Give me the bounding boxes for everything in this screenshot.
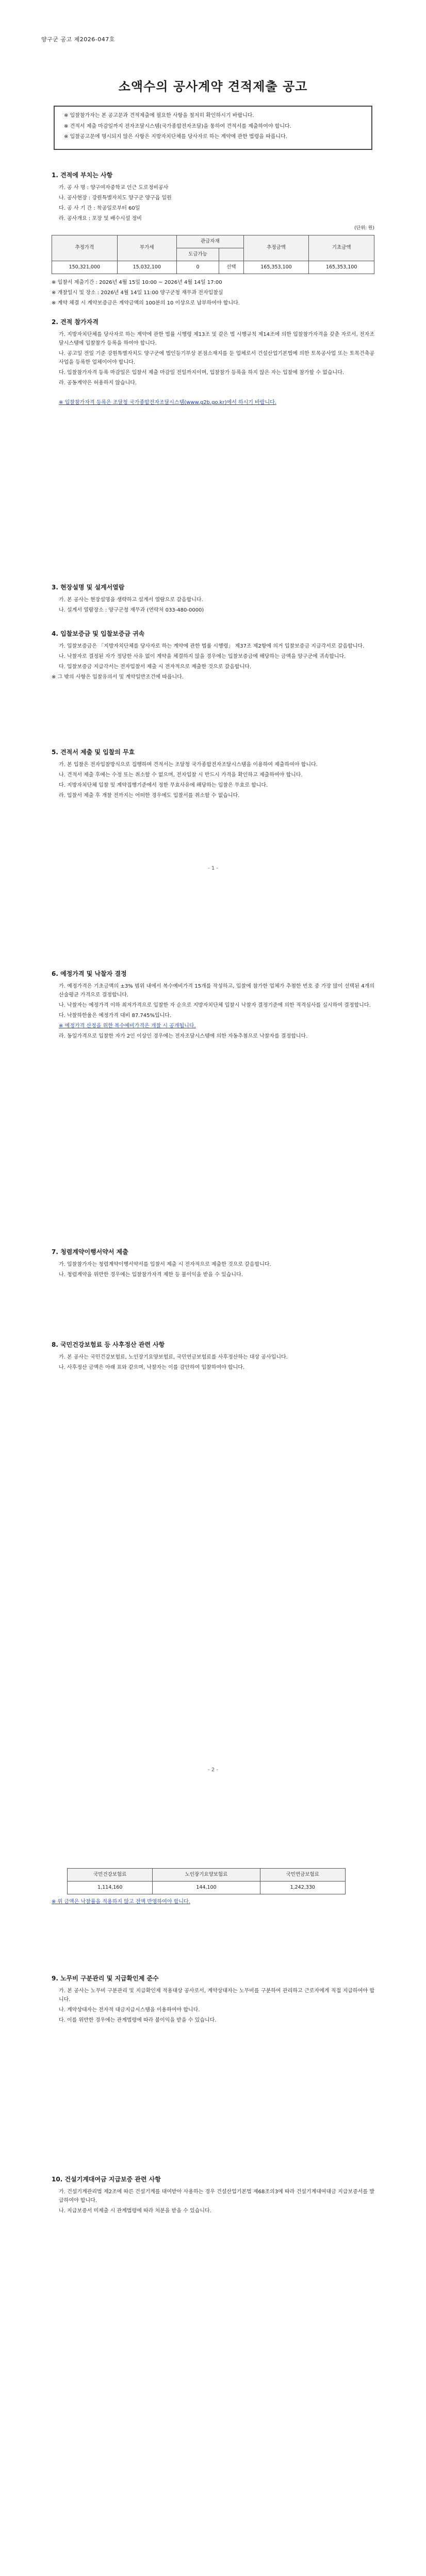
table-header: 도급가능 (176, 248, 219, 261)
notice-number: 양구군 공고 제2026-047호 (41, 36, 115, 43)
notice-line: ※ 입찰참가자는 본 공고문과 견적제출에 필요한 사항을 철저히 확인하시기 바랍니다. (64, 113, 254, 118)
item: 라. 공사개요 : 포장 및 배수시설 정비 (59, 216, 142, 222)
paragraph: 다. 지방자치단체 입찰 및 계약집행기준에서 정한 무효사유에 해당하는 입찰은 무효로 합니다. (59, 783, 268, 789)
table-header: 국민건강보험료 (68, 1869, 153, 1882)
item: 나. 설계서 열람장소 : 양구군청 재무과 (연락처 033-480-0000) (59, 607, 204, 614)
paragraph: 나. 공고일 전일 기준 강원특별자치도 양구군에 법인등기부상 본점소재지를 둔 업체로서 건설산업기본법에 의한 토목공사업 또는 토목건축공사업을 등록한 업체이어야 합니다. (59, 351, 374, 366)
paragraph: 가. 예정가격은 기초금액의 ±3% 범위 내에서 복수예비가격 15개를 작성하고, 입찰에 참가한 업체가 추첨한 번호 중 가장 많이 선택된 4개의 산술평균 가격으로 결정합니다. (59, 984, 374, 998)
section-8 (52, 1340, 374, 1374)
paragraph: 다. 낙찰하한율은 예정가격 대비 87.745%입니다. (59, 1013, 172, 1019)
section-heading: 7. 청렴계약이행서약서 제출 (52, 1248, 128, 1256)
note: ※ 입찰서 제출기간 : 2026년 4월 15일 10:00 ~ 2026년 4월 14일 17:00 (52, 280, 222, 286)
section-1 (52, 170, 374, 309)
section-7 (52, 1247, 374, 1281)
paragraph: 가. 건설기계관리법 제2조에 따른 건설기계를 대여받아 사용하는 경우 건설산업기본법 제68조의3에 따라 건설기계대여대금 지급보증서를 발급하여야 합니다. (59, 2189, 374, 2204)
section-heading: 8. 국민건강보험료 등 사후정산 관련 사항 (52, 1341, 165, 1348)
table-header: 국민연금보험료 (260, 1869, 345, 1882)
table-cell: 선택 (219, 261, 244, 274)
item: 가. 입찰참가자는 청렴계약이행서약서를 입찰서 제출 시 전자적으로 제출한 것으로 갈음합니다. (59, 1262, 271, 1268)
section-heading: 4. 입찰보증금 및 입찰보증금 귀속 (52, 630, 145, 637)
item: 가. 공 사 명 : 양구여자중학교 인근 도로정비공사 (59, 185, 169, 191)
notice-box (54, 106, 372, 150)
item: 가. 본 공사는 현장설명을 생략하고 설계서 열람으로 갈음합니다. (59, 597, 203, 603)
note: ※ 위 금액은 낙찰률을 적용하지 않고 전액 반영하여야 합니다. (52, 1899, 190, 1905)
notice-line: ※ 입찰공고문에 명시되지 않은 사항은 지방자치단체를 당사자로 하는 계약에 관한 법령을 따릅니다. (64, 134, 287, 140)
section-6 (52, 969, 374, 1042)
section-heading: 5. 견적서 제출 및 입찰의 무효 (52, 749, 135, 756)
item: 나. 계약상대자는 전자적 대금지급시스템을 이용하여야 합니다. (59, 2007, 200, 2013)
section-8-table (52, 1865, 374, 1908)
section-10 (52, 2174, 374, 2217)
note: ※ 계약 체결 시 계약보증금은 계약금액의 100분의 10 이상으로 납부하여야 합니다. (52, 300, 240, 307)
section-heading: 6. 예정가격 및 낙찰자 결정 (52, 970, 127, 977)
table-cell: 15,032,100 (117, 261, 176, 274)
item: 다. 이를 위반한 경우에는 관계법령에 따라 불이익을 받을 수 있습니다. (59, 2018, 217, 2024)
section-4 (52, 629, 374, 683)
paragraph: 다. 입찰참가자격 등록 마감일은 입찰서 제출 마감일 전일까지이며, 입찰참가 등록을 하지 않은 자는 입찰에 참가할 수 없습니다. (59, 370, 345, 376)
section-3 (52, 582, 374, 616)
paragraph: 나. 낙찰자로 결정된 자가 정당한 사유 없이 계약을 체결하지 않을 경우에는 입찰보증금에 해당하는 금액을 양구군에 귀속합니다. (59, 654, 346, 660)
table-cell: 165,353,100 (243, 261, 309, 274)
section-heading: 10. 건설기계대여금 지급보증 관련 사항 (52, 2176, 161, 2183)
highlighted-note: ※ 예정가격 산정을 위한 복수예비가격은 개찰 시 공개됩니다. (59, 1023, 196, 1029)
unit-label: (단위: 원) (354, 226, 374, 231)
table-cell: 150,321,000 (52, 261, 118, 274)
table-cell: 1,114,160 (68, 1882, 153, 1894)
paragraph: 가. 지방자치단체를 당사자로 하는 계약에 관한 법률 시행령 제13조 및 같은 법 시행규칙 제14조에 의한 입찰참가자격을 갖춘 자로서, 전자조달시스템에 입찰참가 등록을 하여야 합니다. (59, 332, 374, 347)
section-5 (52, 747, 374, 802)
table-header: 노인장기요양보험료 (153, 1869, 260, 1882)
registration-link-note[interactable]: ※ 입찰참가자격 등록은 조달청 국가종합전자조달시스템(www.g2b.go.kr)에서 하시기 바랍니다. (59, 400, 276, 406)
table-cell: 1,242,330 (260, 1882, 345, 1894)
paragraph: 가. 입찰보증금은 「지방자치단체를 당사자로 하는 계약에 관한 법률 시행령」 제37조 제2항에 의거 입찰보증금 지급각서로 갈음합니다. (59, 643, 365, 650)
document-title: 소액수의 공사계약 견적제출 공고 (118, 79, 308, 94)
table-header: 부가세 (117, 235, 176, 261)
table-header: 추정가격 (52, 235, 118, 261)
section-heading: 9. 노무비 구분관리 및 지급확인제 준수 (52, 1975, 159, 1982)
page-number: - 2 - (208, 1767, 218, 1773)
price-table (52, 235, 374, 274)
note: ※ 개찰일시 및 장소 : 2026년 4월 14일 11:00 양구군청 재무과 전자입찰실 (52, 290, 223, 296)
paragraph: 나. 낙찰자는 예정가격 이하 최저가격으로 입찰한 자 순으로 지방자치단체 입찰시 낙찰자 결정기준에 의한 적격심사를 실시하여 결정합니다. (59, 1003, 371, 1009)
section-heading: 1. 견적에 부치는 사항 (52, 172, 113, 179)
item: 나. 사후정산 금액은 아래 표와 같으며, 낙찰자는 이를 감안하여 입찰하여야 합니다. (59, 1365, 245, 1371)
item: 가. 본 공사는 노무비 구분관리 및 지급확인제 적용대상 공사로서, 계약상대자는 노무비를 구분하여 관리하고 근로자에게 직접 지급하여야 합니다. (59, 1988, 374, 2003)
item: 가. 본 공사는 국민건강보험료, 노인장기요양보험료, 국민연금보험료를 사후정산하는 대상 공사입니다. (59, 1354, 288, 1361)
paragraph: 가. 본 입찰은 전자입찰방식으로 집행하며 견적서는 조달청 국가종합전자조달시스템을 이용하여 제출하여야 합니다. (59, 762, 318, 768)
table-header: 추정금액 (243, 235, 309, 261)
paragraph: 라. 동일가격으로 입찰한 자가 2인 이상인 경우에는 전자조달시스템에 의한 자동추첨으로 낙찰자를 결정합니다. (59, 1033, 308, 1040)
item: 다. 공 사 기 간 : 착공일로부터 60일 (59, 206, 140, 212)
insurance-table (67, 1868, 346, 1894)
table-header: 기초금액 (309, 235, 374, 261)
section-2 (52, 317, 374, 409)
page-number: - 1 - (208, 866, 218, 871)
table-cell: 144,100 (153, 1882, 260, 1894)
section-heading: 3. 현장설명 및 설계서열람 (52, 584, 125, 591)
table-cell: 0 (176, 261, 219, 274)
section-9 (52, 1973, 374, 2026)
table-cell: 165,353,100 (309, 261, 374, 274)
paragraph: 라. 공동계약은 허용하지 않습니다. (59, 380, 137, 386)
item: 나. 공사현장 : 강원특별자치도 양구군 양구읍 일원 (59, 195, 172, 201)
paragraph: 나. 견적서 제출 후에는 수정 또는 취소할 수 없으며, 전자입찰 시 반드시 가격을 확인하고 제출하여야 합니다. (59, 772, 303, 778)
paragraph: 다. 입찰보증금 지급각서는 전자입찰서 제출 시 전자적으로 제출한 것으로 갈음합니다. (59, 664, 252, 670)
notice-line: ※ 견적서 제출 마감일까지 전자조달시스템(국가종합전자조달)을 통하여 견적서를 제출하여야 합니다. (64, 123, 291, 129)
section-heading: 2. 견적 참가자격 (52, 318, 99, 326)
table-header: 관급자재 (176, 235, 243, 248)
item: 나. 청렴계약을 위반한 경우에는 입찰참가자격 제한 등 불이익을 받을 수 있습니다. (59, 1272, 243, 1278)
paragraph: 라. 입찰서 제출 후 개찰 전까지는 어떠한 경우에도 입찰서를 취소할 수 없습니다. (59, 793, 240, 799)
note: ※ 그 밖의 사항은 입찰유의서 및 계약일반조건에 따릅니다. (52, 674, 184, 681)
paragraph: 나. 지급보증서 미제출 시 관계법령에 따라 처분을 받을 수 있습니다. (59, 2208, 211, 2214)
table-header (219, 248, 244, 261)
